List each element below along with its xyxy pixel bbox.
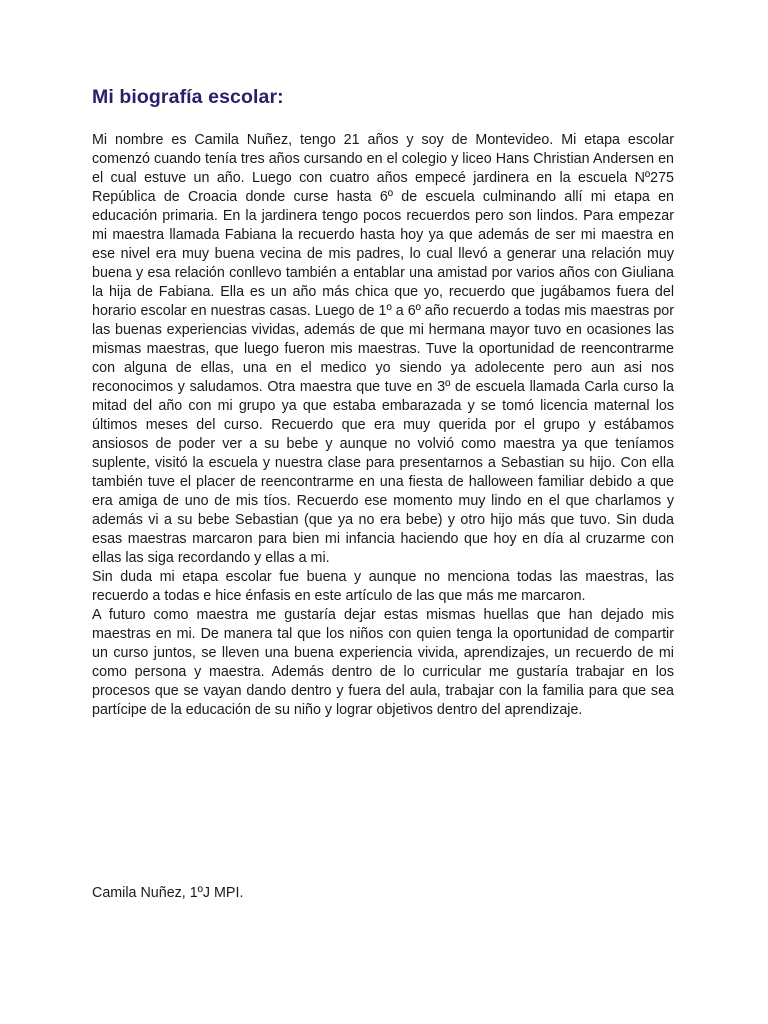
author-signature: Camila Nuñez, 1ºJ MPI.	[92, 885, 244, 901]
document-body	[92, 131, 674, 720]
paragraph: Mi nombre es Camila Nuñez, tengo 21 años y soy de Montevideo. Mi etapa escolar comenzó cuando tenía tres años cursando en el colegio y liceo Hans Christian Andersen en el cual estuve un año. Luego con cuatro años empecé jardinera en la escuela Nº275 República de Croacia donde curse hasta 6º de escuela culminando allí mi etapa en educación primaria. En la jardinera tengo pocos recuerdos pero son lindos. Para empezar mi maestra llamada Fabiana la recuerdo hasta hoy ya que además de ser mi maestra en ese nivel era muy buena vecina de mis padres, lo cual llevó a generar una relación muy buena y esa relación conllevo también a entablar una amistad por varios años con Giuliana la hija de Fabiana. Ella es un año más chica que yo, recuerdo que jugábamos fuera del horario escolar en nuestras casas. Luego de 1º a 6º año recuerdo a todas mis maestras por las buenas experiencias vividas, además de que mi hermana mayor tuvo en ocasiones las mismas maestras, que luego fueron mis maestras. Tuve la oportunidad de reencontrarme con alguna de ellas, una en el medico yo siendo ya adolecente pero aun asi nos reconocimos y saludamos. Otra maestra que tuve en 3º de escuela llamada Carla curso la mitad del año con mi grupo ya que estaba embarazada y se tomó licencia maternal los últimos meses del curso. Recuerdo que era muy querida por el grupo y estábamos ansiosos de poder ver a su bebe y aunque no volvió como maestra ya que teníamos suplente, visitó la escuela y nuestra clase para presentarnos a Sebastian su hijo. Con ella también tuve el placer de reencontrarme en una fiesta de halloween familiar debido a que era amiga de uno de mis tíos. Recuerdo ese momento muy lindo en el que charlamos y además vi a su bebe Sebastian (que ya no era bebe) y otro hijo más que tuvo. Sin duda esas maestras marcaron para bien mi infancia haciendo que hoy en día al cruzarme con ellas las siga recordando y ellas a mi.	[92, 132, 674, 566]
document-title: Mi biografía escolar:	[92, 86, 284, 108]
paragraph: Sin duda mi etapa escolar fue buena y aunque no menciona todas las maestras, las recuerdo a todas e hice énfasis en este artículo de las que más me marcaron.	[92, 569, 674, 604]
paragraph: A futuro como maestra me gustaría dejar estas mismas huellas que han dejado mis maestras en mi. De manera tal que los niños con quien tenga la oportunidad de compartir un curso juntos, se lleven una buena experiencia vivida, aprendizajes, un recuerdo de mi como persona y maestra. Además dentro de lo curricular me gustaría trabajar en los procesos que se vayan dando dentro y fuera del aula, trabajar con la familia para que sea partícipe de la educación de su niño y lograr objetivos dentro del aprendizaje.	[92, 607, 674, 718]
